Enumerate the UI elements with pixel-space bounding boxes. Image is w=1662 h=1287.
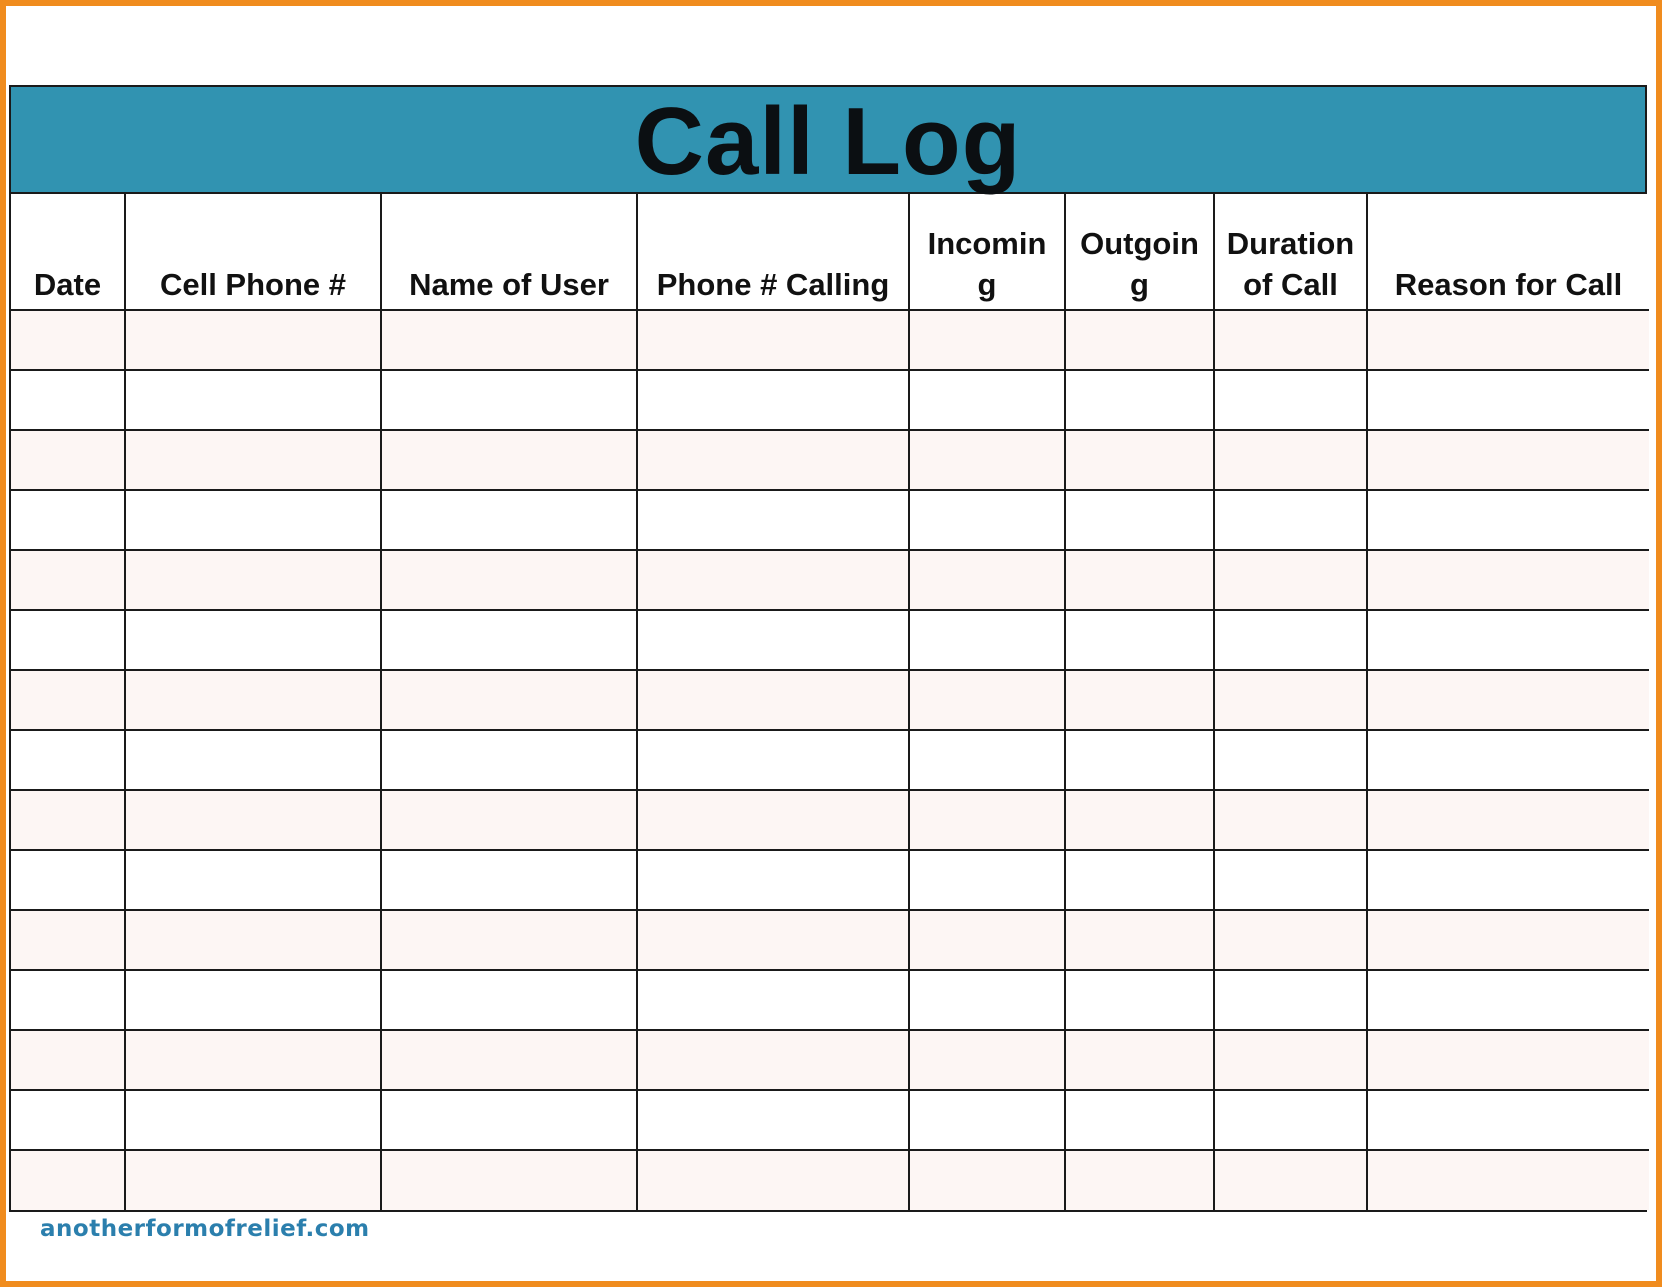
cell-outgoing[interactable] xyxy=(1065,730,1214,790)
cell-reason[interactable] xyxy=(1367,790,1649,850)
cell-duration[interactable] xyxy=(1214,970,1367,1030)
cell-phone_calling[interactable] xyxy=(637,850,909,910)
cell-outgoing[interactable] xyxy=(1065,1090,1214,1150)
cell-cell_phone[interactable] xyxy=(125,1030,381,1090)
table-row xyxy=(11,850,1649,910)
cell-name_of_user[interactable] xyxy=(381,310,637,370)
cell-incoming[interactable] xyxy=(909,730,1065,790)
cell-outgoing[interactable] xyxy=(1065,550,1214,610)
cell-cell_phone[interactable] xyxy=(125,850,381,910)
cell-reason[interactable] xyxy=(1367,730,1649,790)
call-log-sheet xyxy=(9,85,1647,1212)
table-row xyxy=(11,370,1649,430)
cell-date[interactable] xyxy=(11,310,125,370)
table-row xyxy=(11,790,1649,850)
cell-incoming[interactable] xyxy=(909,1090,1065,1150)
cell-duration[interactable] xyxy=(1214,310,1367,370)
cell-date[interactable] xyxy=(11,1030,125,1090)
cell-phone_calling[interactable] xyxy=(637,1150,909,1210)
cell-incoming[interactable] xyxy=(909,910,1065,970)
cell-date[interactable] xyxy=(11,370,125,430)
column-header-outgoing: Outgoin g xyxy=(1065,194,1214,310)
cell-date[interactable] xyxy=(11,430,125,490)
cell-reason[interactable] xyxy=(1367,370,1649,430)
header-row xyxy=(11,194,1649,310)
cell-name_of_user[interactable] xyxy=(381,490,637,550)
cell-reason[interactable] xyxy=(1367,910,1649,970)
cell-phone_calling[interactable] xyxy=(637,730,909,790)
cell-duration[interactable] xyxy=(1214,910,1367,970)
cell-duration[interactable] xyxy=(1214,1150,1367,1210)
cell-name_of_user[interactable] xyxy=(381,970,637,1030)
cell-outgoing[interactable] xyxy=(1065,850,1214,910)
column-header-phone-calling: Phone # Calling xyxy=(637,194,909,310)
cell-incoming[interactable] xyxy=(909,670,1065,730)
cell-outgoing[interactable] xyxy=(1065,310,1214,370)
cell-duration[interactable] xyxy=(1214,550,1367,610)
cell-duration[interactable] xyxy=(1214,1090,1367,1150)
cell-date[interactable] xyxy=(11,850,125,910)
cell-reason[interactable] xyxy=(1367,610,1649,670)
cell-name_of_user[interactable] xyxy=(381,1090,637,1150)
website-watermark: anotherformofrelief.com xyxy=(40,1216,370,1242)
cell-name_of_user[interactable] xyxy=(381,910,637,970)
table-row xyxy=(11,1150,1649,1210)
cell-phone_calling[interactable] xyxy=(637,610,909,670)
cell-reason[interactable] xyxy=(1367,430,1649,490)
column-header-date: Date xyxy=(11,194,125,310)
cell-incoming[interactable] xyxy=(909,370,1065,430)
table-row xyxy=(11,910,1649,970)
cell-incoming[interactable] xyxy=(909,850,1065,910)
table-row xyxy=(11,490,1649,550)
cell-duration[interactable] xyxy=(1214,730,1367,790)
cell-outgoing[interactable] xyxy=(1065,910,1214,970)
cell-reason[interactable] xyxy=(1367,490,1649,550)
cell-date[interactable] xyxy=(11,550,125,610)
cell-outgoing[interactable] xyxy=(1065,430,1214,490)
cell-date[interactable] xyxy=(11,730,125,790)
cell-phone_calling[interactable] xyxy=(637,1030,909,1090)
cell-date[interactable] xyxy=(11,790,125,850)
cell-name_of_user[interactable] xyxy=(381,730,637,790)
cell-outgoing[interactable] xyxy=(1065,790,1214,850)
cell-name_of_user[interactable] xyxy=(381,370,637,430)
column-header-incoming: Incomin g xyxy=(909,194,1065,310)
cell-phone_calling[interactable] xyxy=(637,430,909,490)
cell-date[interactable] xyxy=(11,610,125,670)
cell-phone_calling[interactable] xyxy=(637,670,909,730)
cell-date[interactable] xyxy=(11,1150,125,1210)
column-header-name-of-user: Name of User xyxy=(381,194,637,310)
cell-name_of_user[interactable] xyxy=(381,550,637,610)
cell-name_of_user[interactable] xyxy=(381,850,637,910)
cell-incoming[interactable] xyxy=(909,1030,1065,1090)
cell-phone_calling[interactable] xyxy=(637,910,909,970)
cell-name_of_user[interactable] xyxy=(381,430,637,490)
cell-duration[interactable] xyxy=(1214,370,1367,430)
cell-cell_phone[interactable] xyxy=(125,370,381,430)
cell-incoming[interactable] xyxy=(909,550,1065,610)
cell-reason[interactable] xyxy=(1367,1090,1649,1150)
table-row xyxy=(11,730,1649,790)
table-row xyxy=(11,970,1649,1030)
cell-reason[interactable] xyxy=(1367,310,1649,370)
cell-outgoing[interactable] xyxy=(1065,1150,1214,1210)
cell-cell_phone[interactable] xyxy=(125,790,381,850)
table-row xyxy=(11,430,1649,490)
cell-incoming[interactable] xyxy=(909,1150,1065,1210)
cell-outgoing[interactable] xyxy=(1065,370,1214,430)
title-bar xyxy=(11,87,1645,194)
cell-date[interactable] xyxy=(11,670,125,730)
cell-cell_phone[interactable] xyxy=(125,550,381,610)
cell-duration[interactable] xyxy=(1214,610,1367,670)
cell-reason[interactable] xyxy=(1367,1150,1649,1210)
cell-phone_calling[interactable] xyxy=(637,490,909,550)
cell-duration[interactable] xyxy=(1214,430,1367,490)
call-log-table xyxy=(11,194,1649,1210)
cell-name_of_user[interactable] xyxy=(381,1030,637,1090)
column-header-reason: Reason for Call xyxy=(1367,194,1649,310)
cell-phone_calling[interactable] xyxy=(637,970,909,1030)
cell-cell_phone[interactable] xyxy=(125,310,381,370)
cell-cell_phone[interactable] xyxy=(125,490,381,550)
cell-incoming[interactable] xyxy=(909,490,1065,550)
cell-duration[interactable] xyxy=(1214,670,1367,730)
cell-duration[interactable] xyxy=(1214,1030,1367,1090)
column-header-duration: Duration of Call xyxy=(1214,194,1367,310)
cell-date[interactable] xyxy=(11,910,125,970)
cell-outgoing[interactable] xyxy=(1065,1030,1214,1090)
cell-incoming[interactable] xyxy=(909,790,1065,850)
cell-cell_phone[interactable] xyxy=(125,970,381,1030)
cell-reason[interactable] xyxy=(1367,670,1649,730)
table-row xyxy=(11,310,1649,370)
cell-cell_phone[interactable] xyxy=(125,430,381,490)
cell-name_of_user[interactable] xyxy=(381,790,637,850)
cell-cell_phone[interactable] xyxy=(125,1150,381,1210)
cell-cell_phone[interactable] xyxy=(125,730,381,790)
cell-reason[interactable] xyxy=(1367,1030,1649,1090)
call-log-body xyxy=(11,310,1649,1210)
cell-outgoing[interactable] xyxy=(1065,490,1214,550)
cell-name_of_user[interactable] xyxy=(381,670,637,730)
cell-incoming[interactable] xyxy=(909,310,1065,370)
cell-reason[interactable] xyxy=(1367,550,1649,610)
cell-phone_calling[interactable] xyxy=(637,370,909,430)
table-row xyxy=(11,610,1649,670)
cell-reason[interactable] xyxy=(1367,850,1649,910)
cell-outgoing[interactable] xyxy=(1065,610,1214,670)
cell-incoming[interactable] xyxy=(909,970,1065,1030)
table-row xyxy=(11,550,1649,610)
cell-name_of_user[interactable] xyxy=(381,610,637,670)
table-row xyxy=(11,1090,1649,1150)
cell-reason[interactable] xyxy=(1367,970,1649,1030)
cell-incoming[interactable] xyxy=(909,430,1065,490)
cell-date[interactable] xyxy=(11,1090,125,1150)
page-title: Call Log xyxy=(634,87,1022,195)
table-row xyxy=(11,670,1649,730)
cell-phone_calling[interactable] xyxy=(637,310,909,370)
cell-outgoing[interactable] xyxy=(1065,970,1214,1030)
cell-incoming[interactable] xyxy=(909,610,1065,670)
cell-phone_calling[interactable] xyxy=(637,1090,909,1150)
cell-cell_phone[interactable] xyxy=(125,610,381,670)
cell-name_of_user[interactable] xyxy=(381,1150,637,1210)
cell-cell_phone[interactable] xyxy=(125,910,381,970)
table-row xyxy=(11,1030,1649,1090)
column-header-cell-phone: Cell Phone # xyxy=(125,194,381,310)
cell-duration[interactable] xyxy=(1214,790,1367,850)
cell-cell_phone[interactable] xyxy=(125,1090,381,1150)
cell-duration[interactable] xyxy=(1214,850,1367,910)
cell-cell_phone[interactable] xyxy=(125,670,381,730)
cell-phone_calling[interactable] xyxy=(637,550,909,610)
cell-outgoing[interactable] xyxy=(1065,670,1214,730)
cell-duration[interactable] xyxy=(1214,490,1367,550)
cell-date[interactable] xyxy=(11,490,125,550)
cell-date[interactable] xyxy=(11,970,125,1030)
cell-phone_calling[interactable] xyxy=(637,790,909,850)
